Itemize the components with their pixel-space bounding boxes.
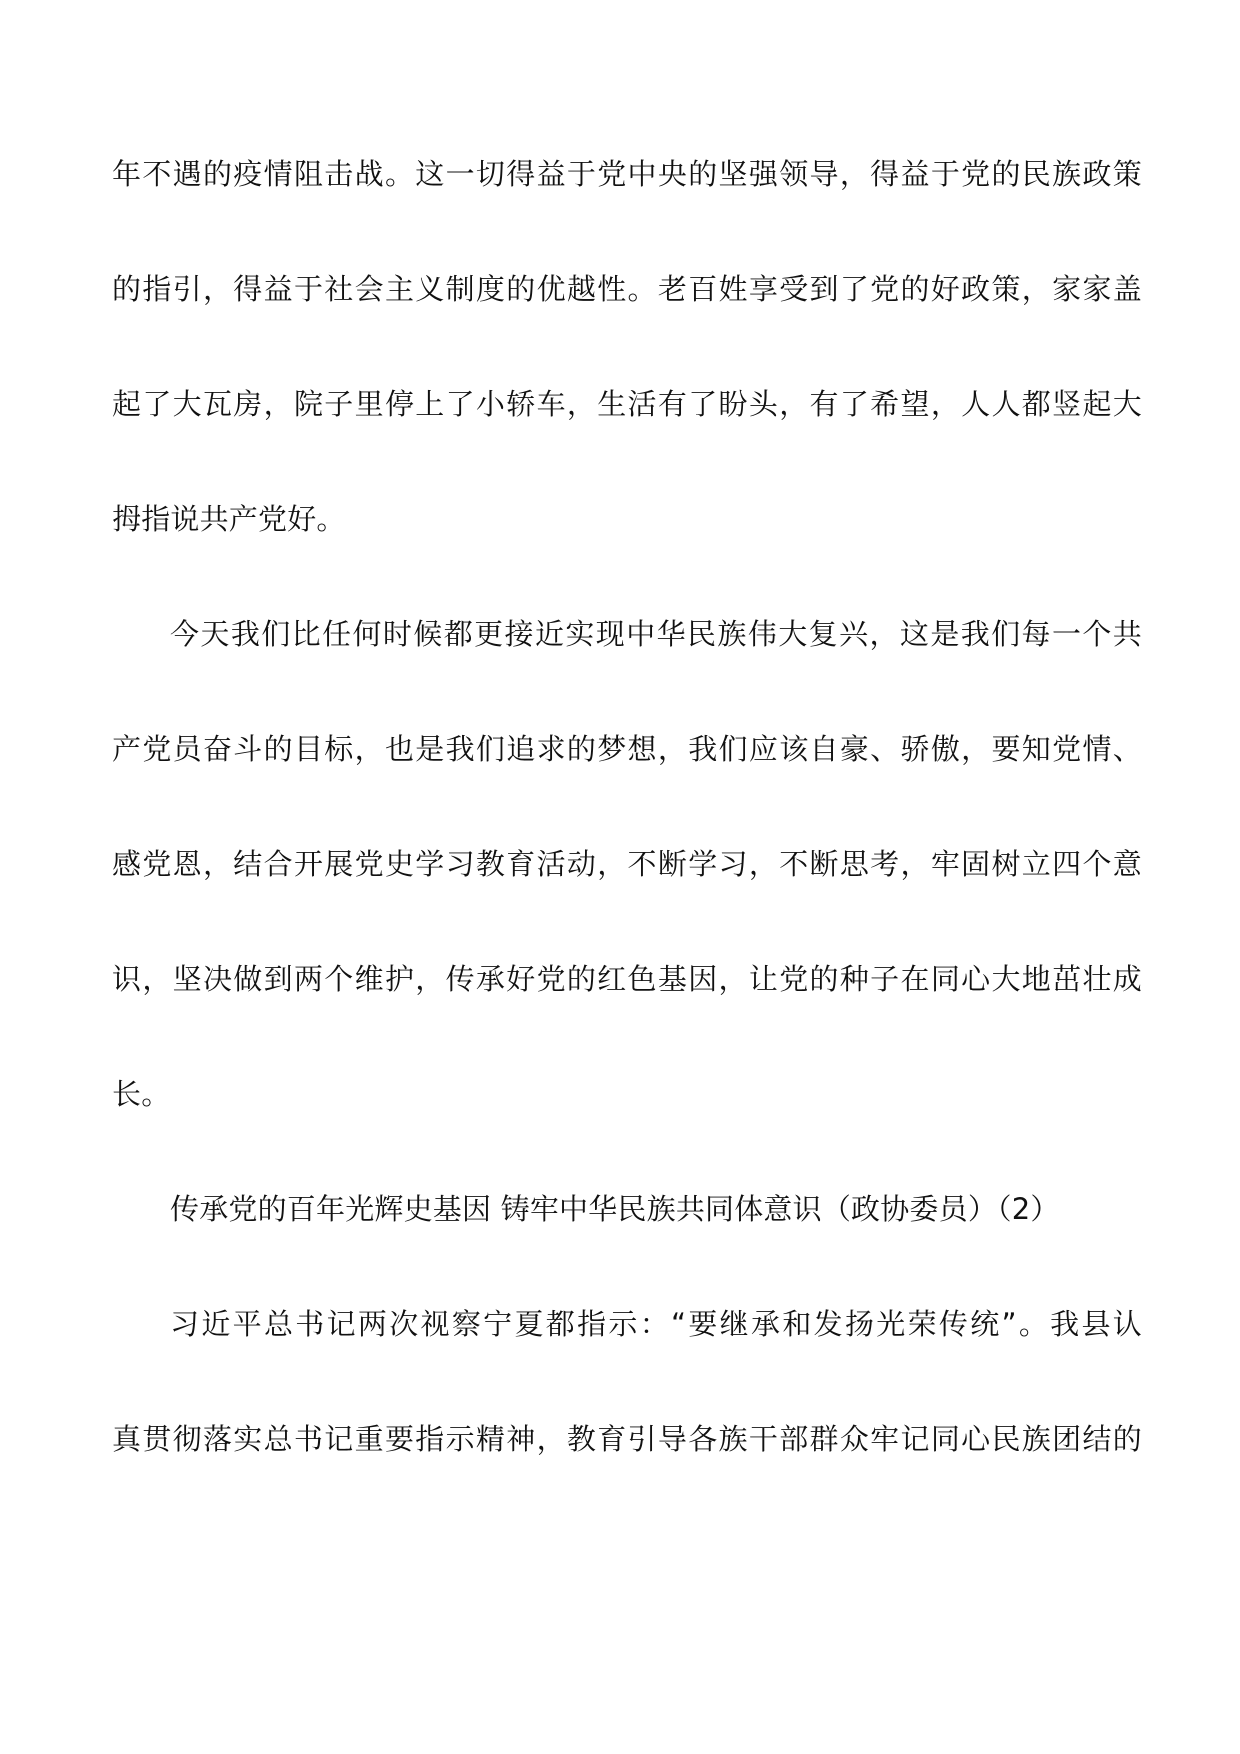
paragraph-line: 产党员奋斗的目标，也是我们追求的梦想，我们应该自豪、骄傲，要知党情、 [112,732,1142,766]
paragraph-line: 的指引，得益于社会主义制度的优越性。老百姓享受到了党的好政策，家家盖 [112,272,1142,306]
section-heading: 传承党的百年光辉史基因 铸牢中华民族共同体意识（政协委员）（2） [170,1192,1060,1226]
paragraph-line: 习近平总书记两次视察宁夏都指示：“要继承和发扬光荣传统”。我县认 [170,1307,1142,1341]
paragraph-line: 长。 [112,1077,171,1111]
paragraph-line: 拇指说共产党好。 [112,502,346,536]
paragraph-line: 起了大瓦房，院子里停上了小轿车，生活有了盼头，有了希望，人人都竖起大 [112,387,1142,421]
paragraph-line: 识，坚决做到两个维护，传承好党的红色基因，让党的种子在同心大地茁壮成 [112,962,1142,996]
paragraph-line: 今天我们比任何时候都更接近实现中华民族伟大复兴，这是我们每一个共 [170,617,1142,651]
paragraph-line: 真贯彻落实总书记重要指示精神，教育引导各族干部群众牢记同心民族团结的 [112,1422,1142,1456]
paragraph-line: 年不遇的疫情阻击战。这一切得益于党中央的坚强领导，得益于党的民族政策 [112,157,1142,191]
paragraph-line: 感党恩，结合开展党史学习教育活动，不断学习，不断思考，牢固树立四个意 [112,847,1142,881]
